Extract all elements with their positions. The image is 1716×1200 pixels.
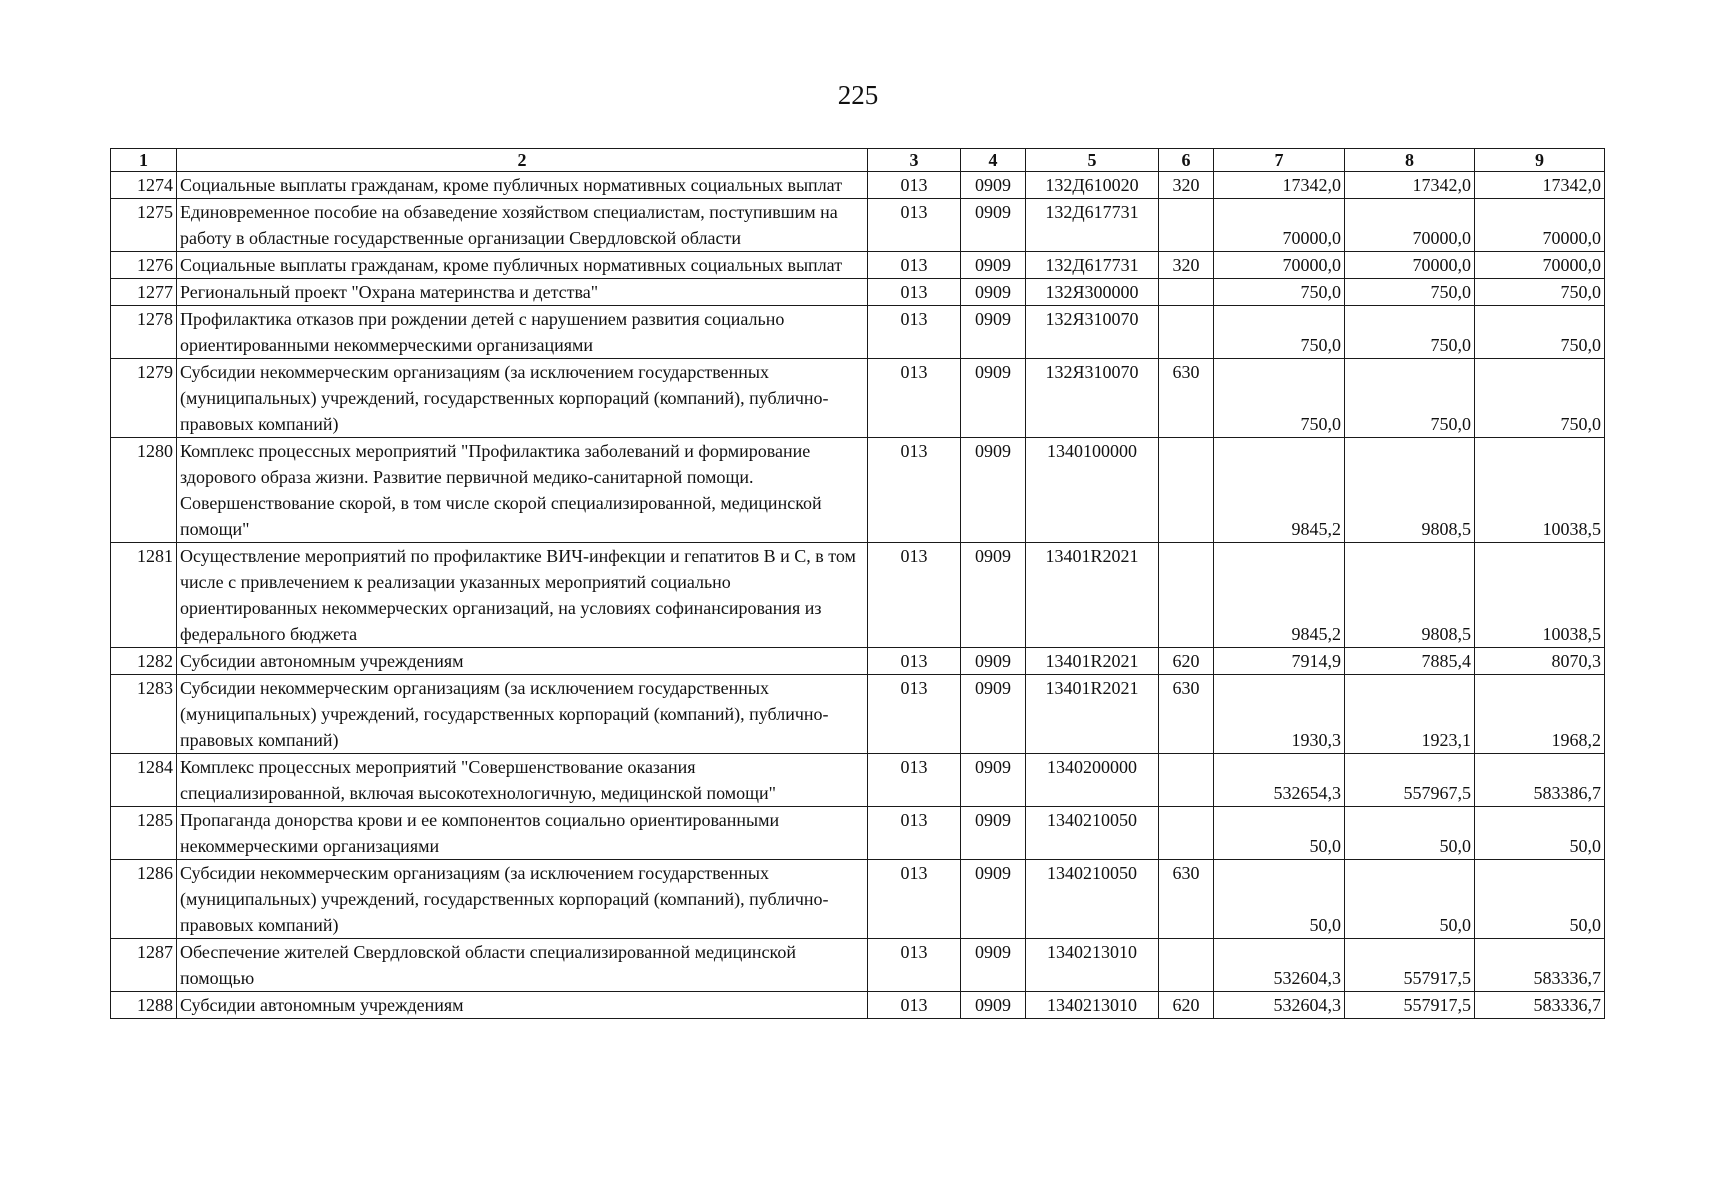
row-sum-8: 70000,0 — [1345, 199, 1475, 252]
row-code-4: 0909 — [961, 754, 1026, 807]
row-number: 1279 — [111, 359, 177, 438]
row-sum-9: 70000,0 — [1475, 199, 1605, 252]
row-code-5: 1340210050 — [1026, 807, 1159, 860]
row-name: Комплекс процессных мероприятий "Совершенствование оказания специализированной, включая высокотехнологичную, медицинской помощи" — [177, 754, 868, 807]
row-code-6 — [1159, 543, 1214, 648]
row-number: 1274 — [111, 172, 177, 199]
col-header-6: 6 — [1159, 149, 1214, 172]
row-sum-9: 17342,0 — [1475, 172, 1605, 199]
row-number: 1277 — [111, 279, 177, 306]
row-sum-9: 50,0 — [1475, 807, 1605, 860]
row-sum-9: 750,0 — [1475, 359, 1605, 438]
row-number: 1278 — [111, 306, 177, 359]
table-row — [111, 807, 1605, 860]
page-number: 225 — [837, 80, 879, 110]
row-code-4: 0909 — [961, 172, 1026, 199]
row-code-4: 0909 — [961, 279, 1026, 306]
row-sum-7: 750,0 — [1214, 306, 1345, 359]
row-sum-7: 750,0 — [1214, 279, 1345, 306]
row-name: Обеспечение жителей Свердловской области специализированной медицинской помощью — [177, 939, 868, 992]
row-code-4: 0909 — [961, 438, 1026, 543]
table-row — [111, 992, 1605, 1019]
table-row — [111, 675, 1605, 754]
row-code-6 — [1159, 438, 1214, 543]
row-code-5: 13401R2021 — [1026, 543, 1159, 648]
row-code-5: 132Д617731 — [1026, 252, 1159, 279]
row-sum-8: 750,0 — [1345, 359, 1475, 438]
row-name: Субсидии некоммерческим организациям (за исключением государственных (муниципальных) учреждений, государственных корпораций (компаний), публично-правовых компаний) — [177, 860, 868, 939]
row-number: 1275 — [111, 199, 177, 252]
row-code-5: 1340213010 — [1026, 992, 1159, 1019]
row-code-3: 013 — [868, 543, 961, 648]
row-sum-9: 583336,7 — [1475, 992, 1605, 1019]
row-code-4: 0909 — [961, 252, 1026, 279]
row-code-6 — [1159, 754, 1214, 807]
row-sum-9: 10038,5 — [1475, 438, 1605, 543]
row-name: Комплекс процессных мероприятий "Профилактика заболеваний и формирование здорового образа жизни. Развитие первичной медико-санитарной помощи. Совершенствование скорой, в том числе скорой специализированной, медицинской помощи" — [177, 438, 868, 543]
row-code-5: 1340213010 — [1026, 939, 1159, 992]
row-sum-9: 583336,7 — [1475, 939, 1605, 992]
row-code-5: 132Я300000 — [1026, 279, 1159, 306]
row-number: 1283 — [111, 675, 177, 754]
table-row — [111, 860, 1605, 939]
row-code-3: 013 — [868, 754, 961, 807]
row-code-4: 0909 — [961, 306, 1026, 359]
col-header-9: 9 — [1475, 149, 1605, 172]
row-code-4: 0909 — [961, 648, 1026, 675]
row-code-6: 320 — [1159, 172, 1214, 199]
row-number: 1281 — [111, 543, 177, 648]
row-code-3: 013 — [868, 252, 961, 279]
row-sum-9: 10038,5 — [1475, 543, 1605, 648]
row-code-3: 013 — [868, 860, 961, 939]
row-sum-9: 750,0 — [1475, 279, 1605, 306]
col-header-2: 2 — [177, 149, 868, 172]
row-code-3: 013 — [868, 279, 961, 306]
row-code-6 — [1159, 199, 1214, 252]
row-sum-7: 50,0 — [1214, 860, 1345, 939]
row-code-5: 1340100000 — [1026, 438, 1159, 543]
row-code-4: 0909 — [961, 359, 1026, 438]
row-sum-8: 50,0 — [1345, 807, 1475, 860]
header-row — [111, 149, 1605, 172]
row-sum-8: 9808,5 — [1345, 438, 1475, 543]
col-header-1: 1 — [111, 149, 177, 172]
table-body — [111, 172, 1605, 1019]
row-code-4: 0909 — [961, 939, 1026, 992]
row-number: 1284 — [111, 754, 177, 807]
row-code-3: 013 — [868, 807, 961, 860]
row-code-3: 013 — [868, 992, 961, 1019]
row-name: Субсидии некоммерческим организациям (за исключением государственных (муниципальных) учреждений, государственных корпораций (компаний), публично-правовых компаний) — [177, 359, 868, 438]
row-sum-9: 70000,0 — [1475, 252, 1605, 279]
row-name: Осуществление мероприятий по профилактике ВИЧ-инфекции и гепатитов В и С, в том числе с привлечением к реализации указанных мероприятий социально ориентированных некоммерческих организаций, на условиях софинансирования из федерального бюджета — [177, 543, 868, 648]
table-row — [111, 359, 1605, 438]
row-sum-7: 9845,2 — [1214, 438, 1345, 543]
row-code-5: 1340200000 — [1026, 754, 1159, 807]
table-row — [111, 543, 1605, 648]
row-name: Субсидии автономным учреждениям — [177, 992, 868, 1019]
row-code-5: 13401R2021 — [1026, 648, 1159, 675]
col-header-4: 4 — [961, 149, 1026, 172]
row-number: 1286 — [111, 860, 177, 939]
row-sum-7: 9845,2 — [1214, 543, 1345, 648]
row-number: 1280 — [111, 438, 177, 543]
row-sum-8: 7885,4 — [1345, 648, 1475, 675]
row-code-4: 0909 — [961, 543, 1026, 648]
row-sum-7: 70000,0 — [1214, 199, 1345, 252]
row-sum-8: 1923,1 — [1345, 675, 1475, 754]
row-code-6: 630 — [1159, 359, 1214, 438]
row-code-6 — [1159, 939, 1214, 992]
row-code-3: 013 — [868, 939, 961, 992]
row-sum-8: 17342,0 — [1345, 172, 1475, 199]
row-sum-9: 750,0 — [1475, 306, 1605, 359]
table-row — [111, 306, 1605, 359]
row-sum-7: 750,0 — [1214, 359, 1345, 438]
row-number: 1288 — [111, 992, 177, 1019]
row-name: Профилактика отказов при рождении детей с нарушением развития социально ориентированными некоммерческими организациями — [177, 306, 868, 359]
table-row — [111, 438, 1605, 543]
table-row — [111, 939, 1605, 992]
row-code-6: 620 — [1159, 992, 1214, 1019]
table-row — [111, 648, 1605, 675]
row-sum-8: 557917,5 — [1345, 939, 1475, 992]
row-sum-7: 1930,3 — [1214, 675, 1345, 754]
row-code-6: 630 — [1159, 860, 1214, 939]
row-sum-8: 50,0 — [1345, 860, 1475, 939]
row-code-6 — [1159, 807, 1214, 860]
row-code-3: 013 — [868, 306, 961, 359]
row-sum-9: 50,0 — [1475, 860, 1605, 939]
row-sum-8: 557967,5 — [1345, 754, 1475, 807]
row-code-5: 132Я310070 — [1026, 306, 1159, 359]
row-name: Региональный проект "Охрана материнства и детства" — [177, 279, 868, 306]
row-code-5: 13401R2021 — [1026, 675, 1159, 754]
budget-table — [110, 148, 1605, 1019]
row-code-3: 013 — [868, 675, 961, 754]
col-header-5: 5 — [1026, 149, 1159, 172]
row-sum-7: 532604,3 — [1214, 992, 1345, 1019]
row-sum-7: 17342,0 — [1214, 172, 1345, 199]
row-code-6 — [1159, 279, 1214, 306]
row-number: 1285 — [111, 807, 177, 860]
row-code-5: 1340210050 — [1026, 860, 1159, 939]
row-code-3: 013 — [868, 172, 961, 199]
row-name: Субсидии некоммерческим организациям (за исключением государственных (муниципальных) учреждений, государственных корпораций (компаний), публично-правовых компаний) — [177, 675, 868, 754]
row-sum-9: 8070,3 — [1475, 648, 1605, 675]
row-sum-7: 532604,3 — [1214, 939, 1345, 992]
row-code-5: 132Д610020 — [1026, 172, 1159, 199]
row-code-6: 630 — [1159, 675, 1214, 754]
row-sum-8: 750,0 — [1345, 306, 1475, 359]
row-code-3: 013 — [868, 199, 961, 252]
row-sum-7: 70000,0 — [1214, 252, 1345, 279]
row-code-5: 132Д617731 — [1026, 199, 1159, 252]
row-code-4: 0909 — [961, 992, 1026, 1019]
row-code-6 — [1159, 306, 1214, 359]
row-code-6: 620 — [1159, 648, 1214, 675]
row-number: 1276 — [111, 252, 177, 279]
table-row — [111, 279, 1605, 306]
row-sum-9: 583386,7 — [1475, 754, 1605, 807]
row-code-4: 0909 — [961, 675, 1026, 754]
table-row — [111, 252, 1605, 279]
row-sum-9: 1968,2 — [1475, 675, 1605, 754]
row-code-6: 320 — [1159, 252, 1214, 279]
row-number: 1287 — [111, 939, 177, 992]
col-header-7: 7 — [1214, 149, 1345, 172]
row-sum-7: 532654,3 — [1214, 754, 1345, 807]
row-code-3: 013 — [868, 648, 961, 675]
row-code-3: 013 — [868, 359, 961, 438]
row-sum-8: 9808,5 — [1345, 543, 1475, 648]
row-code-4: 0909 — [961, 860, 1026, 939]
row-name: Единовременное пособие на обзаведение хозяйством специалистам, поступившим на работу в областные государственные организации Свердловской области — [177, 199, 868, 252]
row-sum-8: 557917,5 — [1345, 992, 1475, 1019]
row-code-4: 0909 — [961, 807, 1026, 860]
row-sum-7: 50,0 — [1214, 807, 1345, 860]
row-code-3: 013 — [868, 438, 961, 543]
row-name: Социальные выплаты гражданам, кроме публичных нормативных социальных выплат — [177, 252, 868, 279]
row-name: Социальные выплаты гражданам, кроме публичных нормативных социальных выплат — [177, 172, 868, 199]
table-row — [111, 172, 1605, 199]
row-code-5: 132Я310070 — [1026, 359, 1159, 438]
table-row — [111, 199, 1605, 252]
row-code-4: 0909 — [961, 199, 1026, 252]
row-number: 1282 — [111, 648, 177, 675]
row-name: Пропаганда донорства крови и ее компонентов социально ориентированными некоммерческими организациями — [177, 807, 868, 860]
row-name: Субсидии автономным учреждениям — [177, 648, 868, 675]
row-sum-8: 70000,0 — [1345, 252, 1475, 279]
row-sum-8: 750,0 — [1345, 279, 1475, 306]
table-row — [111, 754, 1605, 807]
col-header-8: 8 — [1345, 149, 1475, 172]
col-header-3: 3 — [868, 149, 961, 172]
row-sum-7: 7914,9 — [1214, 648, 1345, 675]
